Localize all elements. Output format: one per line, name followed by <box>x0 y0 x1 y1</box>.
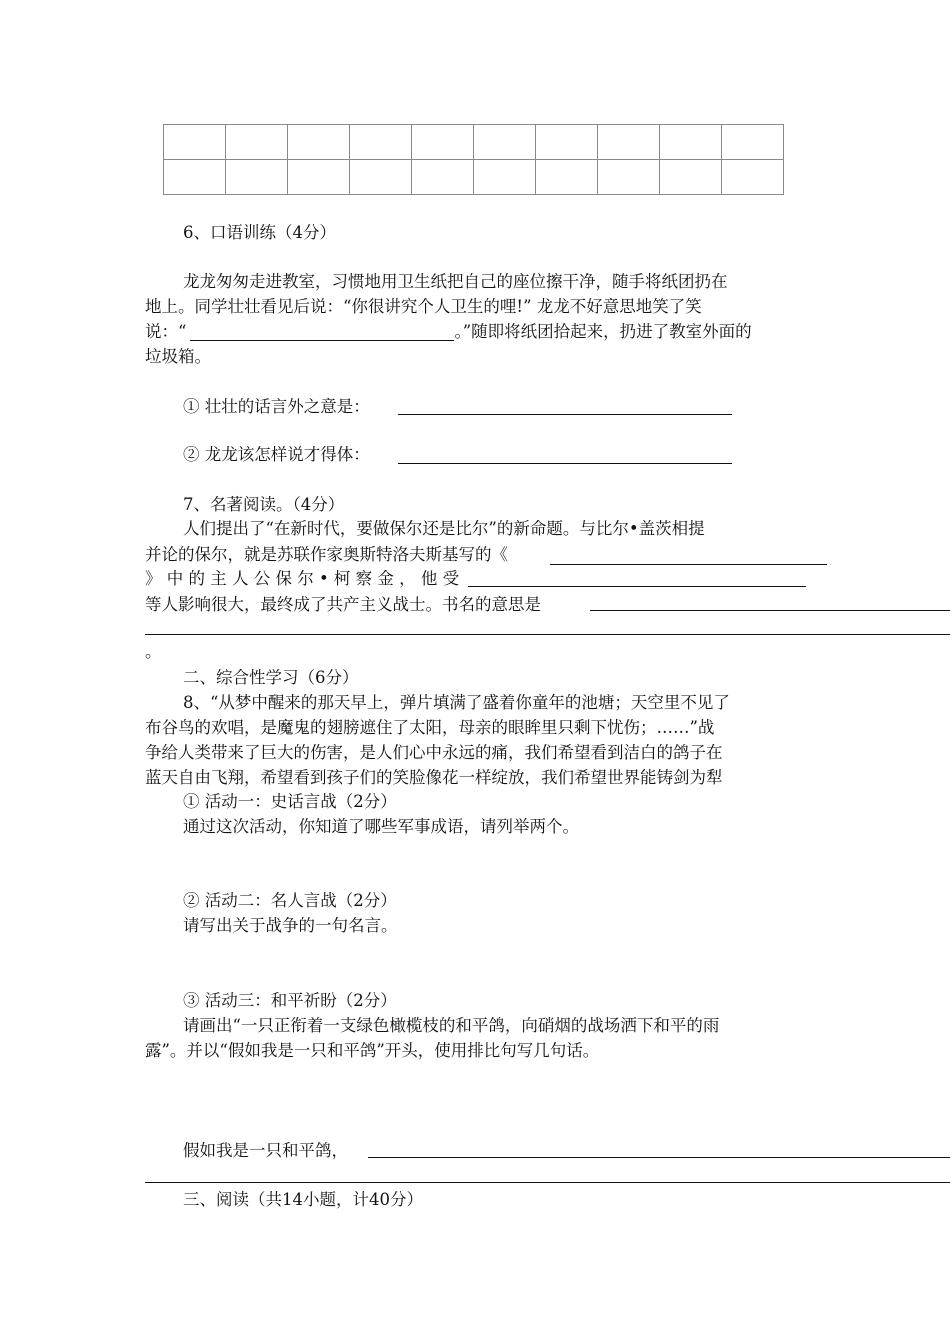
q6-title: 6、口语训练（4分） <box>183 223 336 242</box>
q7-paragraph-line: 等人影响很大，最终成了共产主义战士。书名的意思是 <box>145 595 541 614</box>
q8-paragraph-line: 布谷鸟的欢唱，是魔鬼的翅膀遮住了太阳，母亲的眼眸里只剩下忧伤；……”战 <box>145 718 715 737</box>
q6-sub2-label: ② 龙龙该怎样说才得体： <box>183 445 370 464</box>
q6-paragraph-line: 龙龙匆匆走进教室，习惯地用卫生纸把自己的座位擦干净，随手将纸团扔在 <box>183 272 728 291</box>
q6-quote-open: 说：“ <box>145 322 187 341</box>
q7-paragraph-line: 》 中 的 主 人 公 保 尔 • 柯 察 金 ， 他 受 <box>145 569 460 588</box>
activity2-question: 请写出关于战争的一句名言。 <box>183 916 398 935</box>
section2-title: 二、综合性学习（6分） <box>183 668 359 687</box>
activity2-title: ② 活动二：名人言战（2分） <box>183 891 397 910</box>
grid-cell[interactable] <box>288 125 350 160</box>
grid-cell[interactable] <box>226 160 288 195</box>
activity3-question: 请画出“一只正衔着一支绿色橄榄枝的和平鸽，向硝烟的战场洒下和平的雨 <box>183 1016 720 1035</box>
q6-sub1-blank[interactable] <box>398 414 732 415</box>
activity3-question: 露”。并以“假如我是一只和平鸽”开头，使用排比句写几句话。 <box>145 1041 600 1060</box>
q8-paragraph-line: 蓝天自由飞翔，希望看到孩子们的笑脸像花一样绽放，我们希望世界能铸剑为犁 <box>145 768 723 787</box>
q7-meaning-blank-2[interactable] <box>145 634 950 635</box>
q7-title: 7、名著阅读。（4分） <box>183 495 345 514</box>
activity1-question: 通过这次活动，你知道了哪些军事成语，请列举两个。 <box>183 817 579 836</box>
q7-influence-blank[interactable] <box>468 586 806 587</box>
q7-paragraph-line: 人们提出了“在新时代，要做保尔还是比尔”的新命题。与比尔•盖茨相提 <box>183 519 705 538</box>
q6-sub1-label: ① 壮壮的话言外之意是： <box>183 397 370 416</box>
q8-paragraph-line: 争给人类带来了巨大的伤害，是人们心中永远的痛，我们希望看到洁白的鸽子在 <box>145 743 723 762</box>
grid-cell[interactable] <box>412 125 474 160</box>
grid-cell[interactable] <box>660 160 722 195</box>
activity3-answer-blank-2[interactable] <box>145 1182 950 1183</box>
q7-paragraph-line: 并论的保尔，就是苏联作家奥斯特洛夫斯基写的《 <box>145 545 508 564</box>
grid-cell[interactable] <box>164 160 226 195</box>
grid-cell[interactable] <box>226 125 288 160</box>
grid-cell[interactable] <box>722 125 784 160</box>
q6-paragraph-line: 地上。同学壮壮看见后说：“你很讲究个人卫生的哩!” 龙龙不好意思地笑了笑 <box>145 297 702 316</box>
q7-book-blank[interactable] <box>550 564 827 565</box>
grid-cell[interactable] <box>288 160 350 195</box>
grid-cell[interactable] <box>660 125 722 160</box>
grid-cell[interactable] <box>412 160 474 195</box>
activity3-answer-start: 假如我是一只和平鸽， <box>183 1141 348 1160</box>
q6-blank[interactable] <box>190 340 454 341</box>
grid-cell[interactable] <box>474 125 536 160</box>
activity3-title: ③ 活动三：和平祈盼（2分） <box>183 991 397 1010</box>
grid-cell[interactable] <box>536 125 598 160</box>
grid-cell[interactable] <box>536 160 598 195</box>
activity3-answer-blank[interactable] <box>368 1157 950 1158</box>
activity1-title: ① 活动一：史话言战（2分） <box>183 792 397 811</box>
q6-sub2-blank[interactable] <box>398 463 732 464</box>
grid-cell[interactable] <box>598 160 660 195</box>
q6-paragraph-line: 垃圾箱。 <box>145 347 211 366</box>
q8-paragraph-line: 8、“从梦中醒来的那天早上，弹片填满了盛着你童年的池塘；天空里不见了 <box>183 693 730 712</box>
grid-row <box>164 125 784 160</box>
q7-end-period: 。 <box>145 642 162 661</box>
grid-row <box>164 160 784 195</box>
section3-title: 三、阅读（共14小题，计40分） <box>183 1190 423 1209</box>
grid-cell[interactable] <box>722 160 784 195</box>
grid-cell[interactable] <box>598 125 660 160</box>
grid-cell[interactable] <box>350 125 412 160</box>
answer-grid <box>163 124 784 195</box>
grid-cell[interactable] <box>350 160 412 195</box>
q7-meaning-blank[interactable] <box>590 610 950 611</box>
q6-quote-close: 。”随即将纸团拾起来，扔进了教室外面的 <box>454 322 752 341</box>
grid-cell[interactable] <box>474 160 536 195</box>
grid-cell[interactable] <box>164 125 226 160</box>
